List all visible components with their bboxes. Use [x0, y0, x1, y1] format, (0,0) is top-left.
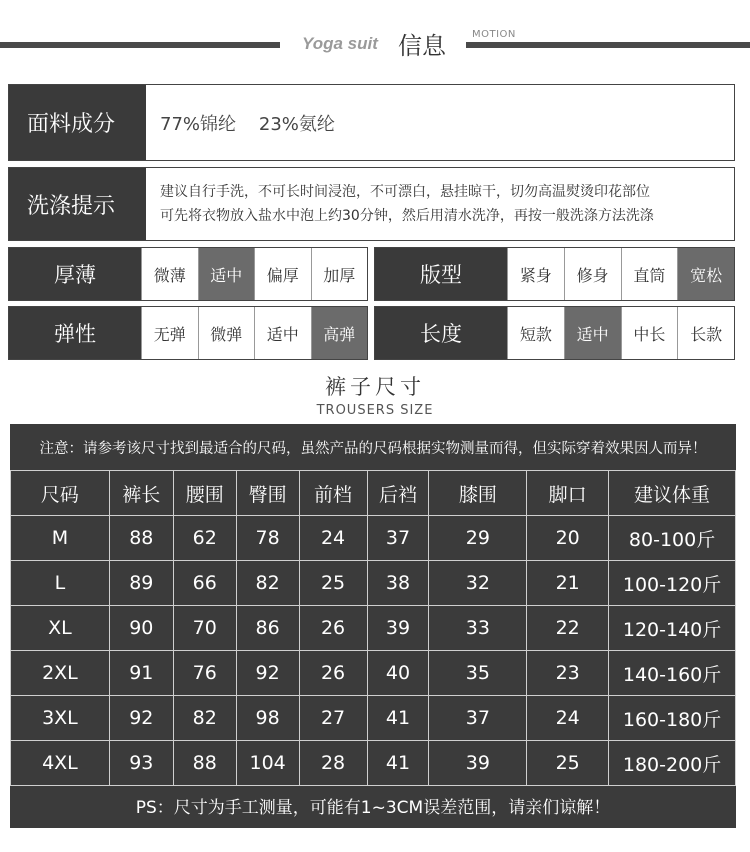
- table-row: [11, 651, 736, 696]
- fabric-value: 77%锦纶 23%氨纶: [160, 113, 335, 135]
- table-cell: 120-140斤: [609, 606, 736, 651]
- table-cell: 160-180斤: [609, 696, 736, 741]
- header-divider-left: [0, 42, 280, 48]
- table-row: [11, 741, 736, 786]
- elasticity-option[interactable]: 高弹: [311, 307, 368, 359]
- table-cell: 3XL: [11, 696, 110, 741]
- size-table-header-cell: 臀围: [236, 471, 299, 516]
- thickness-option[interactable]: 偏厚: [254, 248, 311, 300]
- washing-row: [8, 167, 735, 241]
- length-option[interactable]: 中长: [621, 307, 678, 359]
- motion-text: MOTION: [472, 29, 516, 40]
- table-cell: 22: [527, 606, 609, 651]
- size-table-header-row: [11, 471, 736, 516]
- table-cell: 70: [173, 606, 236, 651]
- table-cell: 92: [236, 651, 299, 696]
- size-ps-note: PS：尺寸为手工测量，可能有1~3CM误差范围，请亲们谅解！: [135, 797, 611, 818]
- length-label: 长度: [375, 307, 507, 359]
- table-cell: M: [11, 516, 110, 561]
- table-cell: 37: [429, 696, 527, 741]
- length-option[interactable]: 短款: [507, 307, 564, 359]
- table-row: [11, 516, 736, 561]
- info-title: 信息: [398, 32, 446, 60]
- table-row: [11, 696, 736, 741]
- table-cell: 82: [236, 561, 299, 606]
- table-cell: XL: [11, 606, 110, 651]
- table-cell: 78: [236, 516, 299, 561]
- table-cell: 62: [173, 516, 236, 561]
- table-cell: 27: [299, 696, 367, 741]
- fabric-label: 面料成分: [9, 85, 146, 160]
- size-table-header-cell: 膝围: [429, 471, 527, 516]
- washing-label: 洗涤提示: [9, 168, 146, 240]
- table-cell: 88: [109, 516, 173, 561]
- thickness-selector: [8, 247, 368, 301]
- washing-line-1: 建议自行手洗，不可长时间浸泡，不可漂白，悬挂晾干，切勿高温熨烫印花部位: [160, 184, 650, 200]
- table-cell: 100-120斤: [609, 561, 736, 606]
- table-cell: 24: [299, 516, 367, 561]
- table-cell: 41: [367, 696, 429, 741]
- table-cell: 29: [429, 516, 527, 561]
- table-cell: 82: [173, 696, 236, 741]
- table-cell: 140-160斤: [609, 651, 736, 696]
- length-option[interactable]: 长款: [677, 307, 734, 359]
- table-cell: 32: [429, 561, 527, 606]
- fabric-value-cell: [146, 85, 734, 160]
- size-table-header-cell: 裤长: [109, 471, 173, 516]
- table-cell: 28: [299, 741, 367, 786]
- table-cell: L: [11, 561, 110, 606]
- elasticity-option[interactable]: 无弹: [141, 307, 198, 359]
- table-cell: 76: [173, 651, 236, 696]
- table-cell: 86: [236, 606, 299, 651]
- style-option[interactable]: 直筒: [621, 248, 678, 300]
- table-cell: 37: [367, 516, 429, 561]
- table-cell: 24: [527, 696, 609, 741]
- size-note: 注意：请参考该尺寸找到最适合的尺码，虽然产品的尺码根据实物测量而得，但实际穿着效果因人而异！: [39, 440, 707, 457]
- table-cell: 66: [173, 561, 236, 606]
- elasticity-label: 弹性: [9, 307, 141, 359]
- table-cell: 98: [236, 696, 299, 741]
- table-cell: 4XL: [11, 741, 110, 786]
- style-label: 版型: [375, 248, 507, 300]
- table-cell: 33: [429, 606, 527, 651]
- table-cell: 26: [299, 606, 367, 651]
- header-divider-right: [466, 42, 750, 48]
- table-cell: 92: [109, 696, 173, 741]
- table-cell: 23: [527, 651, 609, 696]
- elasticity-option[interactable]: 微弹: [198, 307, 255, 359]
- elasticity-selector: [8, 306, 368, 360]
- length-option[interactable]: 适中: [564, 307, 621, 359]
- washing-value-cell: [146, 168, 734, 240]
- table-cell: 40: [367, 651, 429, 696]
- size-table-header-cell: 尺码: [11, 471, 110, 516]
- table-cell: 21: [527, 561, 609, 606]
- table-cell: 89: [109, 561, 173, 606]
- table-cell: 38: [367, 561, 429, 606]
- table-cell: 2XL: [11, 651, 110, 696]
- table-cell: 104: [236, 741, 299, 786]
- size-table-header-cell: 前档: [299, 471, 367, 516]
- table-cell: 25: [299, 561, 367, 606]
- thickness-option[interactable]: 微薄: [141, 248, 198, 300]
- table-row: [11, 606, 736, 651]
- size-table-panel: [10, 424, 736, 828]
- table-cell: 93: [109, 741, 173, 786]
- table-row: [11, 561, 736, 606]
- table-cell: 39: [429, 741, 527, 786]
- table-cell: 35: [429, 651, 527, 696]
- size-table-header-cell: 腰围: [173, 471, 236, 516]
- thickness-label: 厚薄: [9, 248, 141, 300]
- style-option[interactable]: 宽松: [677, 248, 734, 300]
- size-table-header-cell: 建议体重: [609, 471, 736, 516]
- length-selector: [374, 306, 735, 360]
- table-cell: 25: [527, 741, 609, 786]
- size-table: [10, 470, 736, 786]
- size-section-title: [0, 371, 750, 418]
- thickness-option[interactable]: 加厚: [311, 248, 368, 300]
- table-cell: 26: [299, 651, 367, 696]
- style-option[interactable]: 修身: [564, 248, 621, 300]
- yoga-suit-text: Yoga suit: [302, 34, 378, 53]
- table-cell: 39: [367, 606, 429, 651]
- table-cell: 91: [109, 651, 173, 696]
- table-cell: 20: [527, 516, 609, 561]
- table-cell: 88: [173, 741, 236, 786]
- table-cell: 80-100斤: [609, 516, 736, 561]
- fabric-row: [8, 84, 735, 161]
- style-selector: [374, 247, 735, 301]
- style-option[interactable]: 紧身: [507, 248, 564, 300]
- table-cell: 90: [109, 606, 173, 651]
- washing-line-2: 可先将衣物放入盐水中泡上约30分钟，然后用清水洗净，再按一般洗涤方法洗涤: [160, 208, 654, 224]
- section-header: [0, 0, 750, 70]
- size-title-en: TROUSERS SIZE: [316, 403, 434, 418]
- size-title-cn: 裤子尺寸: [325, 375, 425, 399]
- size-table-header-cell: 脚口: [527, 471, 609, 516]
- table-cell: 180-200斤: [609, 741, 736, 786]
- thickness-option[interactable]: 适中: [198, 248, 255, 300]
- elasticity-option[interactable]: 适中: [254, 307, 311, 359]
- size-table-header-cell: 后裆: [367, 471, 429, 516]
- table-cell: 41: [367, 741, 429, 786]
